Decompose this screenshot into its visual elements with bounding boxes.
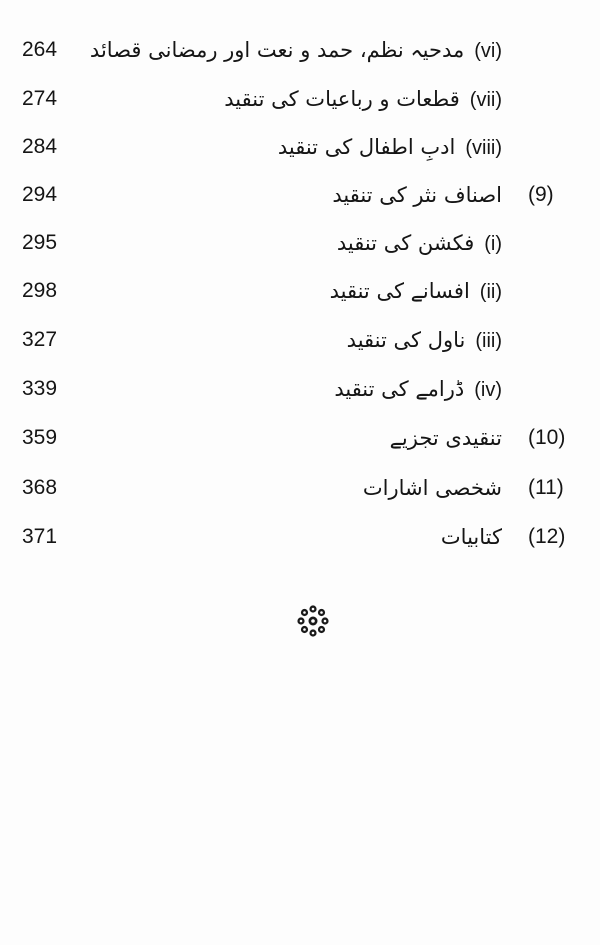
entry-title	[332, 172, 502, 218]
entry-roman: (vii)	[469, 89, 502, 111]
entry-title	[330, 268, 502, 315]
entry-title-text: مدحیہ نظم، حمد و نعت اور رمضانی قصائد	[89, 38, 465, 62]
entry-title-text: اصناف نثر کی تنقید	[332, 183, 502, 207]
toc-row	[0, 268, 600, 314]
entry-roman: (iii)	[475, 330, 502, 352]
page-number: 294	[22, 183, 58, 206]
page-number: 368	[22, 476, 58, 499]
page-number: 359	[22, 426, 58, 449]
section-number: (10)	[528, 426, 566, 449]
entry-roman: (vi)	[474, 40, 502, 62]
section-number: (11)	[528, 476, 564, 499]
entry-title-text: کتابیات	[440, 525, 502, 549]
entry-roman: (iv)	[474, 379, 502, 401]
entry-title-text: ناول کی تنقید	[346, 328, 466, 352]
entry-title-text: قطعات و رباعیات کی تنقید	[224, 87, 460, 111]
entry-title	[441, 514, 502, 560]
entry-title	[90, 27, 502, 74]
entry-title-text: ادبِ اطفال کی تنقید	[277, 135, 456, 159]
entry-title	[390, 415, 502, 461]
entry-roman: (i)	[484, 233, 502, 255]
toc-row	[0, 172, 600, 218]
entry-title	[278, 124, 502, 171]
page-number: 274	[22, 87, 58, 110]
toc-row	[0, 465, 600, 511]
toc-row	[0, 76, 600, 122]
toc-row	[0, 317, 600, 363]
flower-ornament-icon	[296, 604, 330, 638]
entry-title-text: فکشن کی تنقید	[336, 231, 475, 255]
page-number: 339	[22, 377, 58, 400]
page-number: 264	[22, 38, 58, 61]
page-number: 284	[22, 135, 58, 158]
entry-title-text: شخصی اشارات	[362, 476, 502, 500]
page-number: 295	[22, 231, 58, 254]
toc-row	[0, 124, 600, 170]
entry-title	[224, 76, 502, 123]
entry-title	[334, 366, 502, 413]
page-number: 327	[22, 328, 58, 351]
entry-title-text: ڈرامے کی تنقید	[334, 377, 465, 401]
entry-roman: (ii)	[479, 281, 502, 303]
toc-row	[0, 27, 600, 73]
toc-row	[0, 415, 600, 461]
page-number: 371	[22, 525, 58, 548]
entry-title	[337, 220, 502, 267]
entry-title	[347, 317, 502, 364]
toc-row	[0, 366, 600, 412]
entry-title-text: افسانے کی تنقید	[329, 279, 470, 303]
toc-row	[0, 514, 600, 560]
section-number: (9)	[528, 183, 554, 206]
entry-title-text: تنقیدی تجزیے	[389, 426, 502, 450]
section-number: (12)	[528, 525, 566, 548]
entry-title	[363, 465, 502, 511]
entry-roman: (viii)	[465, 137, 502, 159]
page-number: 298	[22, 279, 58, 302]
toc-row	[0, 220, 600, 266]
